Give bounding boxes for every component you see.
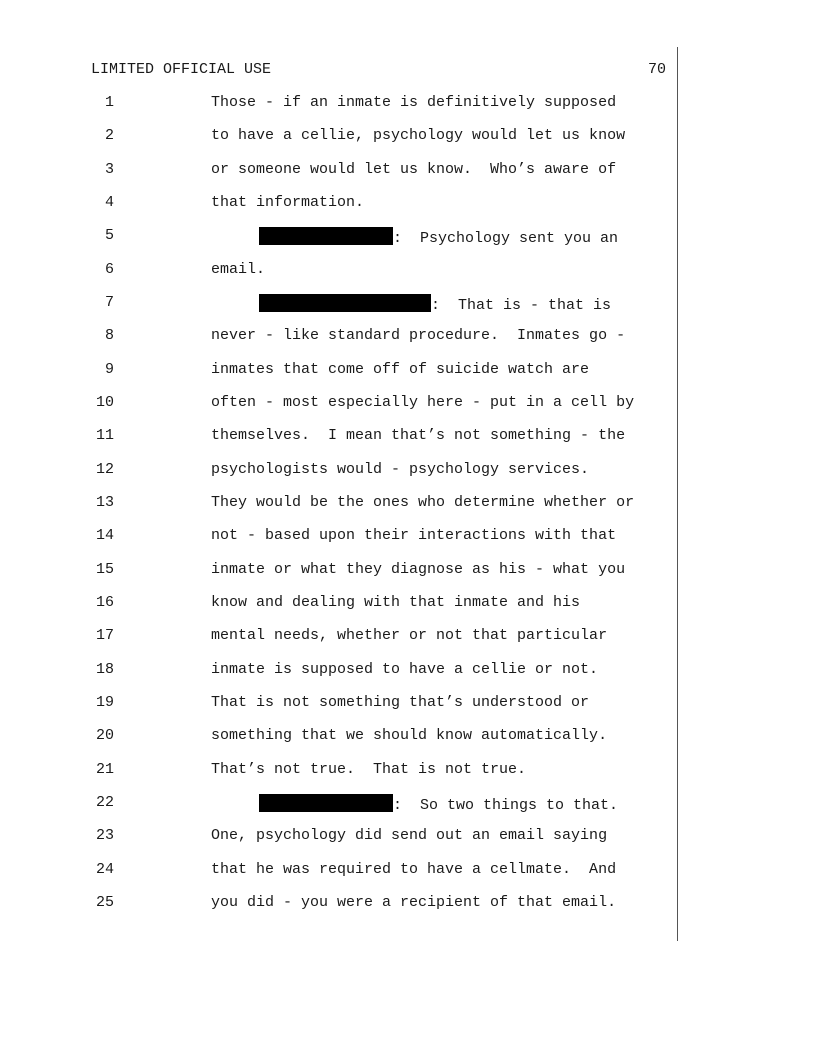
line-text: That’s not true. That is not true. xyxy=(211,761,527,778)
transcript-line xyxy=(0,727,676,751)
line-text: mental needs, whether or not that particular xyxy=(211,627,608,644)
line-number: 6 xyxy=(104,261,114,278)
line-text: often - most especially here - put in a cell by xyxy=(211,394,635,411)
line-number: 5 xyxy=(104,227,114,244)
transcript-line xyxy=(0,794,676,818)
line-text: inmates that come off of suicide watch are xyxy=(211,361,590,378)
line-text: That is not something that’s understood or xyxy=(211,694,590,711)
line-number: 8 xyxy=(104,327,114,344)
line-text: : So two things to that. xyxy=(393,797,619,814)
line-text: : Psychology sent you an xyxy=(393,230,619,247)
line-number: 9 xyxy=(104,361,114,378)
transcript-line xyxy=(0,894,676,918)
line-number: 10 xyxy=(95,394,114,411)
line-text: They would be the ones who determine whether or xyxy=(211,494,635,511)
line-text: themselves. I mean that’s not something - the xyxy=(211,427,626,444)
transcript-line xyxy=(0,161,676,185)
transcript-line xyxy=(0,427,676,451)
transcript-line xyxy=(0,527,676,551)
transcript-line xyxy=(0,94,676,118)
line-number: 21 xyxy=(95,761,114,778)
transcript-line xyxy=(0,694,676,718)
line-text: : That is - that is xyxy=(431,297,612,314)
classification-header: LIMITED OFFICIAL USE xyxy=(91,61,272,78)
line-text: not - based upon their interactions with that xyxy=(211,527,617,544)
line-text: inmate is supposed to have a cellie or not. xyxy=(211,661,599,678)
transcript-line xyxy=(0,761,676,785)
line-number: 3 xyxy=(104,161,114,178)
line-number: 24 xyxy=(95,861,114,878)
transcript-line xyxy=(0,361,676,385)
redacted-speaker-name xyxy=(259,227,393,245)
line-text: email. xyxy=(211,261,266,278)
line-text: to have a cellie, psychology would let us know xyxy=(211,127,626,144)
line-number: 4 xyxy=(104,194,114,211)
transcript-line xyxy=(0,327,676,351)
redacted-speaker-name xyxy=(259,794,393,812)
line-text: inmate or what they diagnose as his - what you xyxy=(211,561,626,578)
line-text: that he was required to have a cellmate. And xyxy=(211,861,617,878)
line-number: 19 xyxy=(95,694,114,711)
page-number: 70 xyxy=(647,61,666,78)
right-margin-rule xyxy=(677,47,678,941)
speaker-line xyxy=(259,294,611,314)
transcript-line xyxy=(0,561,676,585)
line-number: 23 xyxy=(95,827,114,844)
line-number: 15 xyxy=(95,561,114,578)
transcript-line xyxy=(0,294,676,318)
line-number: 16 xyxy=(95,594,114,611)
transcript-line xyxy=(0,127,676,151)
line-text: never - like standard procedure. Inmates go - xyxy=(211,327,626,344)
line-number: 2 xyxy=(104,127,114,144)
line-number: 11 xyxy=(95,427,114,444)
line-text: that information. xyxy=(211,194,365,211)
line-number: 7 xyxy=(104,294,114,311)
line-number: 13 xyxy=(95,494,114,511)
line-text: something that we should know automatically. xyxy=(211,727,608,744)
line-text: know and dealing with that inmate and his xyxy=(211,594,581,611)
speaker-line xyxy=(259,227,618,247)
line-number: 22 xyxy=(95,794,114,811)
transcript-line xyxy=(0,394,676,418)
line-number: 17 xyxy=(95,627,114,644)
transcript-line xyxy=(0,661,676,685)
line-number: 18 xyxy=(95,661,114,678)
speaker-line xyxy=(259,794,618,814)
transcript-line xyxy=(0,861,676,885)
transcript-line xyxy=(0,594,676,618)
line-number: 20 xyxy=(95,727,114,744)
line-text: or someone would let us know. Who’s aware of xyxy=(211,161,617,178)
line-number: 14 xyxy=(95,527,114,544)
line-text: One, psychology did send out an email saying xyxy=(211,827,608,844)
line-text: you did - you were a recipient of that email. xyxy=(211,894,617,911)
transcript-line xyxy=(0,494,676,518)
transcript-line xyxy=(0,827,676,851)
line-number: 1 xyxy=(104,94,114,111)
line-text: Those - if an inmate is definitively supposed xyxy=(211,94,617,111)
transcript-line xyxy=(0,627,676,651)
line-number: 12 xyxy=(95,461,114,478)
transcript-line xyxy=(0,261,676,285)
line-number: 25 xyxy=(95,894,114,911)
redacted-speaker-name xyxy=(259,294,431,312)
transcript-line xyxy=(0,227,676,251)
transcript-line xyxy=(0,461,676,485)
line-text: psychologists would - psychology services. xyxy=(211,461,590,478)
transcript-line xyxy=(0,194,676,218)
